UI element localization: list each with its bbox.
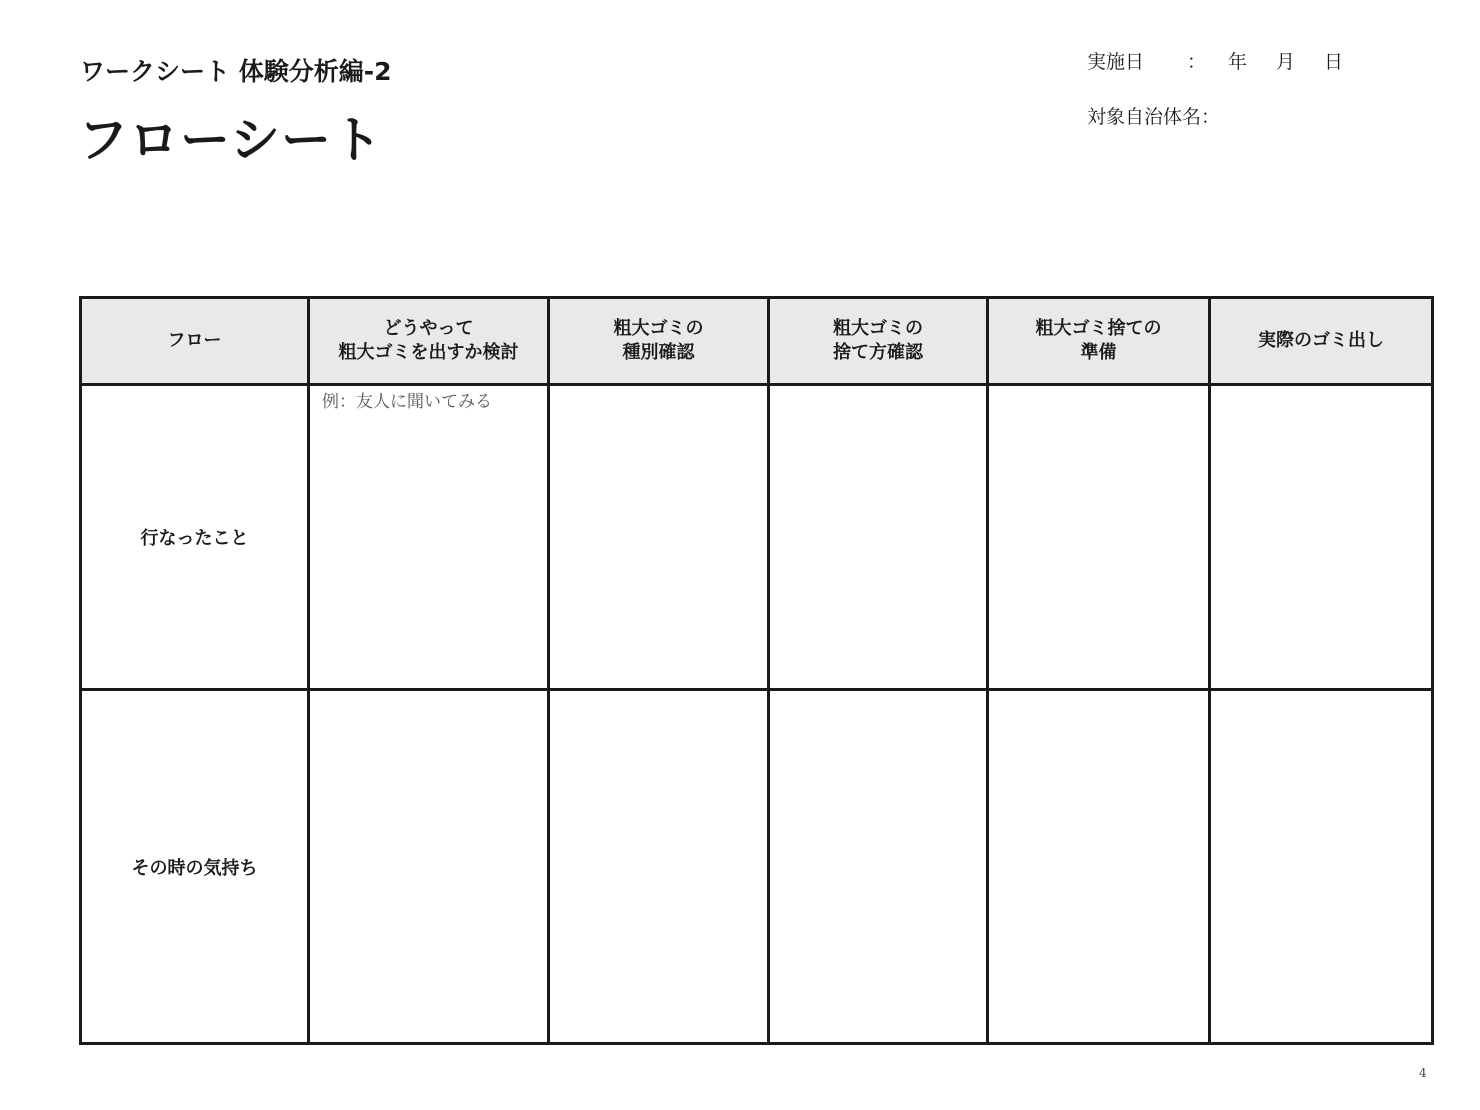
table-cell[interactable] — [988, 690, 1210, 1044]
month-label: 月 — [1276, 51, 1296, 73]
date-colon: ： — [1187, 51, 1207, 73]
page-title: フローシート — [78, 111, 383, 169]
table-cell[interactable] — [769, 385, 988, 690]
year-label: 年 — [1228, 51, 1248, 73]
worksheet-subtitle: ワークシート 体験分析編-2 — [80, 57, 392, 86]
header-preparation: 粗大ゴミ捨ての 準備 — [988, 298, 1210, 385]
table-cell[interactable] — [769, 690, 988, 1044]
flow-table — [79, 296, 1434, 1045]
table-cell[interactable] — [1210, 385, 1433, 690]
header-row — [81, 298, 1433, 385]
table-cell[interactable] — [549, 385, 769, 690]
row-label-feelings: その時の気持ち — [81, 690, 309, 1044]
municipality-label: 対象自治体名： — [1087, 106, 1221, 128]
table-cell[interactable] — [988, 385, 1210, 690]
header-consider: どうやって 粗大ゴミを出すか検討 — [309, 298, 549, 385]
header-flow: フロー — [81, 298, 309, 385]
table-cell[interactable] — [1210, 690, 1433, 1044]
table-row — [81, 690, 1433, 1044]
example-text: 例：友人に聞いてみる — [322, 392, 492, 412]
header-actual-disposal: 実際のゴミ出し — [1210, 298, 1433, 385]
row-label-actions: 行なったこと — [81, 385, 309, 690]
table-cell[interactable] — [309, 690, 549, 1044]
day-label: 日 — [1324, 51, 1344, 73]
header-disposal-method: 粗大ゴミの 捨て方確認 — [769, 298, 988, 385]
table-cell[interactable] — [309, 385, 549, 690]
date-label: 実施日 — [1087, 51, 1145, 73]
page-number: 4 — [1419, 1066, 1427, 1080]
table-cell[interactable] — [549, 690, 769, 1044]
table-row — [81, 385, 1433, 690]
header-type-check: 粗大ゴミの 種別確認 — [549, 298, 769, 385]
